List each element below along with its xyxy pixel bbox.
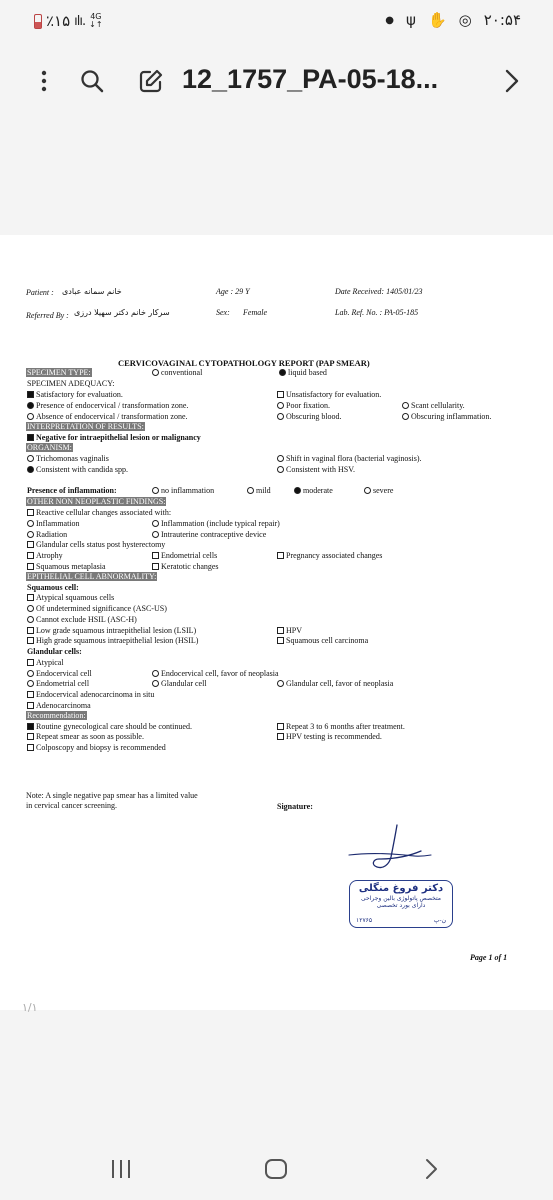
home-icon[interactable] xyxy=(264,1158,288,1185)
glandular-cells-heading: Glandular cells: xyxy=(27,647,82,656)
other-findings-heading: OTHER NON NEOPLASTIC FINDINGS: xyxy=(27,497,166,506)
opt-absence-endo: Absence of endocervical / transformation zone. xyxy=(27,412,188,422)
organism-heading: ORGANISM: xyxy=(27,443,72,452)
radio-empty-icon xyxy=(277,402,284,409)
opt-hpv: HPV xyxy=(277,626,302,636)
handwritten-signature xyxy=(345,823,435,881)
checkbox-empty-icon xyxy=(27,702,34,709)
opt-conventional: conventional xyxy=(152,368,202,378)
more-options-icon[interactable] xyxy=(28,65,60,97)
radio-empty-icon xyxy=(277,466,284,473)
opt-endocervical-cell: Endocervical cell xyxy=(27,669,92,679)
usb-icon: ψ xyxy=(406,11,416,29)
sex-label: Sex: xyxy=(216,308,230,317)
checkbox-empty-icon xyxy=(27,691,34,698)
opt-asc-us: Of undetermined significance (ASC-US) xyxy=(27,604,167,614)
signature-label: Signature: xyxy=(277,802,313,811)
patient-label: Patient : xyxy=(26,288,54,297)
opt-atypical: Atypical xyxy=(27,658,64,668)
recommendation-heading: Recommendation: xyxy=(27,711,86,720)
checkbox-empty-icon xyxy=(27,563,34,570)
checkbox-empty-icon xyxy=(277,723,284,730)
opt-liquid-based: liquid based xyxy=(279,368,327,378)
checkbox-empty-icon xyxy=(152,552,159,559)
specimen-type-heading: SPECIMEN TYPE: xyxy=(27,368,91,377)
opt-endocervical-neoplasia: Endocervical cell, favor of neoplasia xyxy=(152,669,279,679)
checkbox-checked-icon xyxy=(27,723,34,730)
opt-iud: Intrauterine contraceptive device xyxy=(152,530,266,540)
interpretation-heading: INTERPRETATION OF RESULTS: xyxy=(27,422,144,431)
squamous-cell-heading: Squamous cell: xyxy=(27,583,79,592)
checkbox-checked-icon xyxy=(27,391,34,398)
radio-empty-icon xyxy=(364,487,371,494)
signal-icon: ılı. xyxy=(74,13,86,29)
checkbox-empty-icon xyxy=(27,627,34,634)
radio-empty-icon xyxy=(27,413,34,420)
opt-adenocarcinoma: Adenocarcinoma xyxy=(27,701,91,711)
next-icon[interactable] xyxy=(496,65,528,97)
checkbox-checked-icon xyxy=(27,434,34,441)
opt-trichomonas: Trichomonas vaginalis xyxy=(27,454,109,464)
opt-satisfactory: Satisfactory for evaluation. xyxy=(27,390,123,400)
opt-lsil: Low grade squamous intraepithelial lesion (LSIL) xyxy=(27,626,196,636)
date-received: Date Received: 1405/01/23 xyxy=(335,287,423,296)
radio-filled-icon xyxy=(27,466,34,473)
radio-empty-icon xyxy=(27,616,34,623)
checkbox-empty-icon xyxy=(277,637,284,644)
sex-value: Female xyxy=(243,308,267,317)
network-type: 4G ↓↑ xyxy=(89,12,103,29)
age: Age : 29 Y xyxy=(216,287,250,296)
edit-icon[interactable] xyxy=(135,65,167,97)
opt-presence-endo: Presence of endocervical / transformation zone. xyxy=(27,401,188,411)
opt-scc: Squamous cell carcinoma xyxy=(277,636,368,646)
radio-empty-icon xyxy=(247,487,254,494)
radio-empty-icon xyxy=(27,680,34,687)
patient-name: خانم سمانه عبادی xyxy=(62,287,122,296)
opt-glandular-post: Glandular cells status post hysterectomy xyxy=(27,540,165,550)
navigation-bar xyxy=(0,1130,553,1200)
opt-repeat-3-6: Repeat 3 to 6 months after treatment. xyxy=(277,722,405,732)
opt-moderate: moderate xyxy=(294,486,333,496)
opt-hsv: Consistent with HSV. xyxy=(277,465,355,475)
note-line-1: Note: A single negative pap smear has a limited value xyxy=(26,791,198,800)
inflammation-heading: Presence of inflammation: xyxy=(27,486,117,495)
checkbox-empty-icon xyxy=(27,733,34,740)
radio-empty-icon xyxy=(152,680,159,687)
opt-severe: severe xyxy=(364,486,393,496)
referred-label: Referred By : xyxy=(26,311,69,320)
page-number: Page 1 of 1 xyxy=(470,953,508,962)
opt-unsatisfactory: Unsatisfactory for evaluation. xyxy=(277,390,381,400)
opt-mild: mild xyxy=(247,486,271,496)
radio-empty-icon xyxy=(277,413,284,420)
checkbox-empty-icon xyxy=(27,509,34,516)
opt-reactive: Reactive cellular changes associated with: xyxy=(27,508,171,518)
radio-empty-icon xyxy=(27,670,34,677)
opt-pregnancy: Pregnancy associated changes xyxy=(277,551,382,561)
radio-empty-icon xyxy=(152,531,159,538)
opt-inflammation-repair: Inflammation (include typical repair) xyxy=(152,519,280,529)
document-title: 12_1757_PA-05-18... xyxy=(182,64,439,94)
doctor-stamp: دکتر فروغ منگلی متخصص پاتولوژی بالین وجراحی دارای بورد تخصصی ۱۲۷۶۵ ن-پ xyxy=(349,880,453,928)
specimen-adequacy-heading: SPECIMEN ADEQUACY: xyxy=(27,379,115,388)
opt-colposcopy: Colposcopy and biopsy is recommended xyxy=(27,743,166,753)
page-counter: ۱/۱ xyxy=(22,1001,38,1014)
search-icon[interactable] xyxy=(76,65,108,97)
report-title: CERVICOVAGINAL CYTOPATHOLOGY REPORT (PAP SMEAR) xyxy=(118,358,370,368)
checkbox-empty-icon xyxy=(277,552,284,559)
battery-icon xyxy=(34,14,42,29)
opt-atrophy: Atrophy xyxy=(27,551,63,561)
radio-empty-icon xyxy=(152,487,159,494)
recent-apps-icon[interactable] xyxy=(110,1158,132,1185)
checkbox-empty-icon xyxy=(27,637,34,644)
radio-empty-icon xyxy=(152,369,159,376)
sync-icon: ◎ xyxy=(458,11,472,29)
radio-empty-icon xyxy=(27,520,34,527)
document-page[interactable] xyxy=(0,235,553,1010)
opt-obscuring-blood: Obscuring blood. xyxy=(277,412,342,422)
radio-empty-icon xyxy=(152,520,159,527)
opt-obscuring-inflammation: Obscuring inflammation. xyxy=(402,412,491,422)
radio-empty-icon xyxy=(27,605,34,612)
referred-name: سرکار خانم دکتر سهیلا درزی xyxy=(74,308,170,317)
opt-hsil: High grade squamous intraepithelial lesion (HSIL) xyxy=(27,636,198,646)
radio-empty-icon xyxy=(277,455,284,462)
checkbox-empty-icon xyxy=(27,594,34,601)
opt-glandular-cell: Glandular cell xyxy=(152,679,207,689)
opt-no-inflammation: no inflammation xyxy=(152,486,214,496)
dot-icon: ● xyxy=(385,14,395,26)
clock-time: ۲۰:۵۴ xyxy=(483,11,521,29)
status-bar xyxy=(0,0,553,42)
epithelial-heading: EPITHELIAL CELL ABNORMALITY: xyxy=(27,572,157,581)
opt-inflammation: Inflammation xyxy=(27,519,80,529)
opt-hpv-testing: HPV testing is recommended. xyxy=(277,732,382,742)
opt-poor-fixation: Poor fixation. xyxy=(277,401,330,411)
radio-empty-icon xyxy=(27,531,34,538)
opt-keratotic: Keratotic changes xyxy=(152,562,219,572)
note-line-2: in cervical cancer screening. xyxy=(26,801,118,810)
lab-ref: Lab. Ref. No. : PA-05-185 xyxy=(335,308,419,317)
checkbox-empty-icon xyxy=(152,563,159,570)
opt-scant: Scant cellularity. xyxy=(402,401,465,411)
opt-endometrial-cell: Endometrial cell xyxy=(27,679,89,689)
radio-empty-icon xyxy=(402,402,409,409)
opt-shift-flora: Shift in vaginal flora (bacterial vaginosis). xyxy=(277,454,422,464)
hand-icon: ✋ xyxy=(427,11,447,29)
radio-empty-icon xyxy=(402,413,409,420)
opt-endocervical-adeno: Endocervical adenocarcinoma in situ xyxy=(27,690,154,700)
back-icon[interactable] xyxy=(424,1158,438,1185)
battery-level: ٪۱۵ xyxy=(46,12,71,30)
opt-endometrial-cells: Endometrial cells xyxy=(152,551,217,561)
checkbox-empty-icon xyxy=(27,659,34,666)
opt-routine: Routine gynecological care should be continued. xyxy=(27,722,192,732)
checkbox-empty-icon xyxy=(27,552,34,559)
opt-squamous-metaplasia: Squamous metaplasia xyxy=(27,562,106,572)
opt-glandular-neoplasia: Glandular cell, favor of neoplasia xyxy=(277,679,393,689)
checkbox-empty-icon xyxy=(27,744,34,751)
checkbox-empty-icon xyxy=(277,733,284,740)
radio-filled-icon xyxy=(294,487,301,494)
opt-atypical-squamous: Atypical squamous cells xyxy=(27,593,114,603)
radio-empty-icon xyxy=(27,455,34,462)
radio-empty-icon xyxy=(152,670,159,677)
opt-repeat-smear: Repeat smear as soon as possible. xyxy=(27,732,144,742)
radio-filled-icon xyxy=(27,402,34,409)
opt-radiation: Radiation xyxy=(27,530,67,540)
checkbox-empty-icon xyxy=(27,541,34,548)
checkbox-empty-icon xyxy=(277,627,284,634)
opt-candida: Consistent with candida spp. xyxy=(27,465,128,475)
opt-negative: Negative for intraepithelial lesion or malignancy xyxy=(27,433,201,443)
checkbox-empty-icon xyxy=(277,391,284,398)
radio-empty-icon xyxy=(277,680,284,687)
radio-filled-icon xyxy=(279,369,286,376)
opt-asc-h: Cannot exclude HSIL (ASC-H) xyxy=(27,615,137,625)
